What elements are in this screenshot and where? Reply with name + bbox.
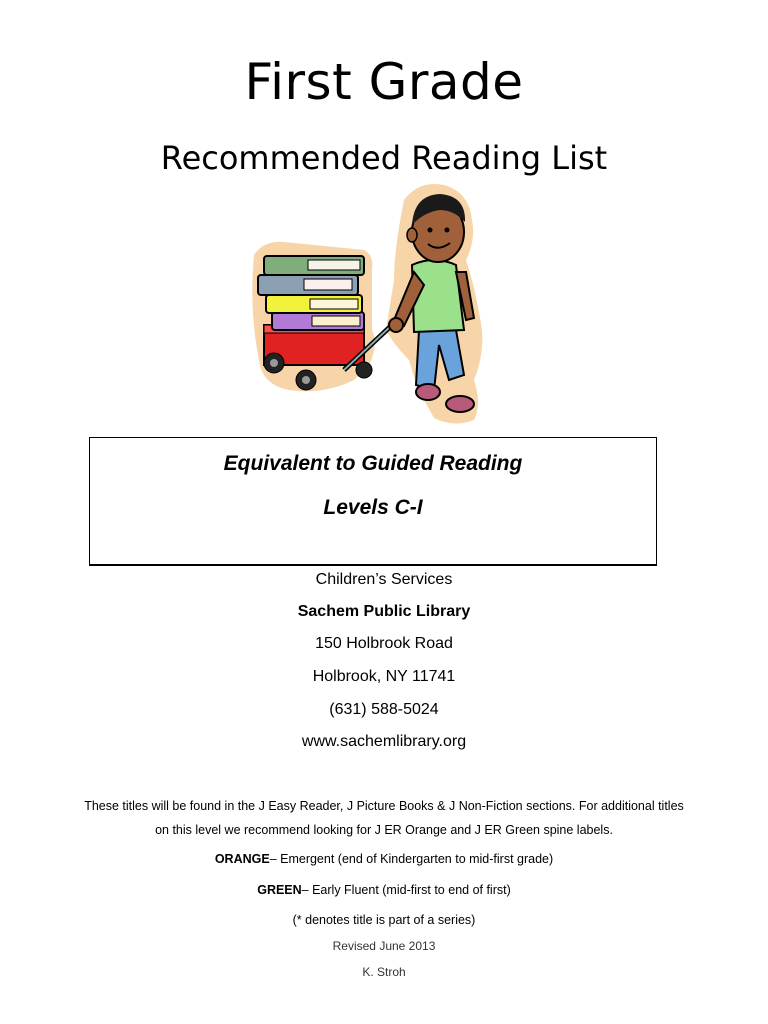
phone-number: (631) 588-5024 <box>329 701 439 718</box>
series-note: (* denotes title is part of a series) <box>292 913 476 927</box>
location-note-line1: These titles will be found in the J Easy Reader, J Picture Books & J Non-Fiction sections. For additional titles <box>84 799 684 813</box>
city-state-zip: Holbrook, NY 11741 <box>312 668 456 685</box>
library-name: Sachem Public Library <box>297 603 471 620</box>
guided-reading-level-box <box>89 437 657 566</box>
orange-description: – Emergent (end of Kindergarten to mid-first grade) <box>269 852 554 866</box>
website-link[interactable]: www.sachemlibrary.org <box>301 733 467 750</box>
green-description: – Early Fluent (mid-first to end of first) <box>301 883 511 897</box>
revised-date: Revised June 2013 <box>332 939 436 953</box>
street-address: 150 Holbrook Road <box>315 635 453 652</box>
green-label: GREEN <box>257 883 302 897</box>
department-name: Children’s Services <box>315 571 453 588</box>
location-note-line2: on this level we recommend looking for J ER Orange and J ER Green spine labels. <box>155 823 613 837</box>
orange-level-note <box>0 850 768 868</box>
boy-pulling-wagon-of-books-icon <box>244 180 494 430</box>
author-name: K. Stroh <box>362 965 406 979</box>
reading-levels: Levels C-I <box>323 496 423 519</box>
green-level-note <box>0 881 768 899</box>
page-subtitle: Recommended Reading List <box>160 139 608 177</box>
page-title: First Grade <box>244 53 524 111</box>
orange-label: ORANGE <box>214 852 270 866</box>
guided-reading-heading: Equivalent to Guided Reading <box>223 452 523 475</box>
